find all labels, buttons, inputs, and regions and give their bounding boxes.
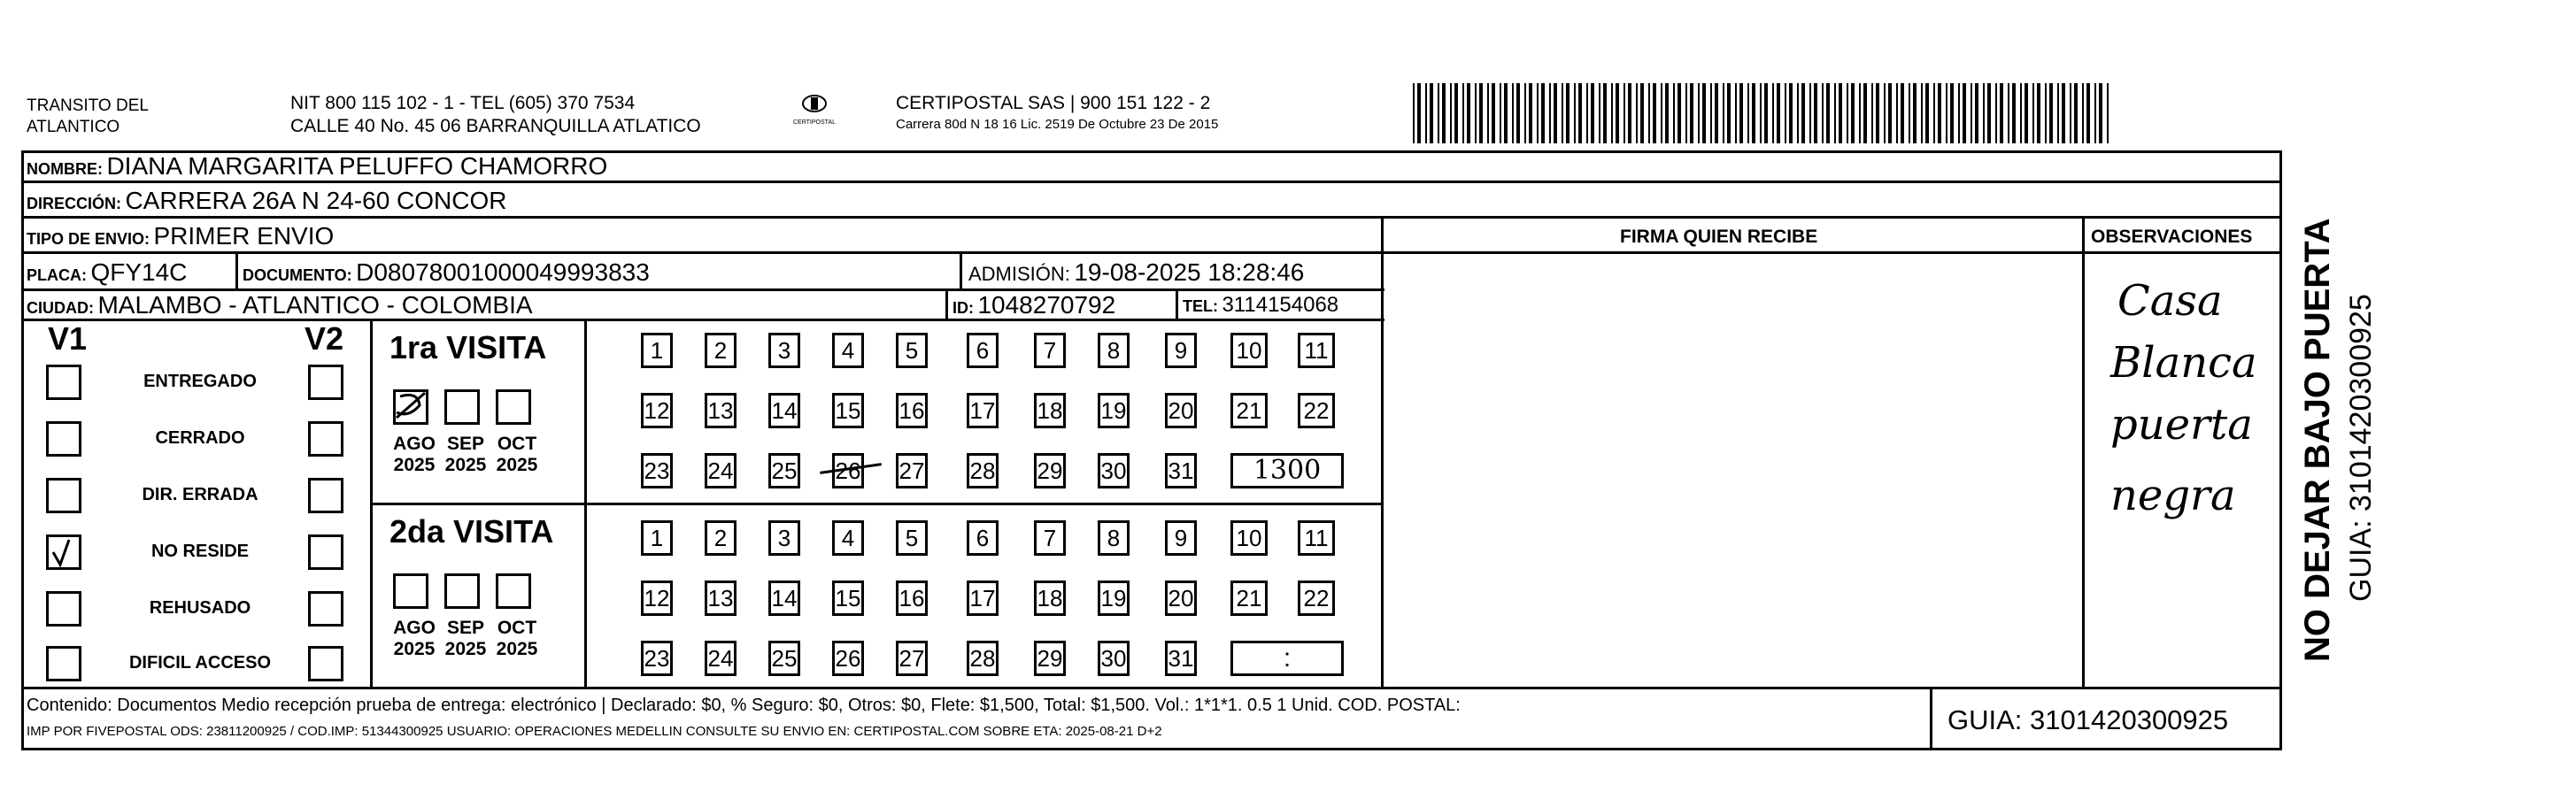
day-box[interactable]: 7 <box>1034 333 1066 368</box>
placa-label: PLACA: <box>27 266 87 284</box>
barcode-bar <box>1958 83 1960 143</box>
day-box[interactable]: 4 <box>832 333 864 368</box>
day-box[interactable]: 10 <box>1230 333 1268 368</box>
barcode-bar <box>1492 83 1495 143</box>
day-box[interactable]: 4 <box>832 520 864 556</box>
barcode-bar <box>1847 83 1848 143</box>
barcode-bar <box>1888 83 1892 143</box>
status-label: DIFICIL ACCESO <box>128 653 271 673</box>
barcode-bar <box>1628 83 1631 143</box>
day-box[interactable]: 22 <box>1298 581 1335 616</box>
barcode-bar <box>1876 83 1879 143</box>
barcode-bar <box>1723 83 1724 143</box>
day-box[interactable]: 16 <box>896 581 928 616</box>
barcode-bar <box>1871 83 1873 143</box>
day-box[interactable]: 6 <box>967 520 999 556</box>
barcode-bar <box>1933 83 1935 143</box>
mark-icon <box>391 388 430 423</box>
month-year: 2025 <box>444 639 487 659</box>
day-box[interactable]: 13 <box>705 393 737 428</box>
barcode-bar <box>1413 83 1415 143</box>
day-box[interactable]: 13 <box>705 581 737 616</box>
barcode-bar <box>1913 83 1917 143</box>
barcode-bar <box>1884 83 1886 143</box>
day-box[interactable]: 16 <box>896 393 928 428</box>
day-box[interactable]: 1 <box>641 333 673 368</box>
footer-guia: GUIA: 3101420300925 <box>1947 704 2229 735</box>
barcode-bar <box>2000 83 2003 143</box>
day-box[interactable]: 19 <box>1098 393 1130 428</box>
barcode-bar <box>1851 83 1855 143</box>
admision-field <box>968 258 1304 287</box>
handwritten-line-3: puerta <box>2110 400 2253 450</box>
barcode-bar <box>1578 83 1582 143</box>
barcode-bar <box>1760 83 1762 143</box>
month-label <box>490 618 544 660</box>
v2-heading: V2 <box>305 320 344 357</box>
barcode-bar <box>1677 83 1681 143</box>
day-box[interactable]: 11 <box>1298 333 1335 368</box>
barcode-bar <box>2070 83 2071 143</box>
barcode-bar <box>2037 83 2040 143</box>
barcode-bar <box>1859 83 1861 143</box>
barcode <box>1413 83 2112 143</box>
barcode-bar <box>1834 83 1836 143</box>
month-checkbox-sep[interactable] <box>444 389 480 425</box>
day-box[interactable]: 8 <box>1098 520 1130 556</box>
day-box[interactable]: 31 <box>1165 641 1197 676</box>
admision-value: 19-08-2025 18:28:46 <box>1074 258 1305 286</box>
day-box[interactable]: 2 <box>705 333 737 368</box>
barcode-bar <box>1995 83 1997 143</box>
barcode-bar <box>1549 83 1551 143</box>
barcode-bar <box>1797 83 1799 143</box>
barcode-bar <box>1987 83 1991 143</box>
day-box[interactable]: 30 <box>1098 641 1130 676</box>
day-box[interactable]: 6 <box>967 333 999 368</box>
barcode-bar <box>1739 83 1743 143</box>
month-checkbox-ago[interactable] <box>393 389 428 425</box>
day-box[interactable]: 21 <box>1230 393 1268 428</box>
ciudad-label: CIUDAD: <box>27 299 94 317</box>
status-label: NO RESIDE <box>150 542 250 561</box>
barcode-bar <box>1562 83 1563 143</box>
sender-contact <box>290 92 701 138</box>
nit-line: NIT 800 115 102 - 1 - TEL (605) 370 7534 <box>290 93 636 113</box>
barcode-bar <box>1814 83 1817 143</box>
handwritten-line-4: negra <box>2110 471 2236 520</box>
barcode-bar <box>1785 83 1786 143</box>
day-box[interactable]: 15 <box>832 581 864 616</box>
day-box[interactable]: 9 <box>1165 520 1197 556</box>
barcode-bar <box>1487 83 1489 143</box>
barcode-bar <box>1512 83 1514 143</box>
logo-text: CERTIPOSTAL <box>793 119 836 126</box>
first-visit-title: 1ra VISITA <box>389 329 547 365</box>
documento-field <box>243 258 650 287</box>
month-checkbox-ago[interactable] <box>393 573 428 609</box>
handwritten-line-2: Blanca <box>2110 338 2257 388</box>
barcode-bar <box>1636 83 1638 143</box>
barcode-bar <box>1809 83 1811 143</box>
barcode-bar <box>1752 83 1755 143</box>
day-box[interactable]: 26 <box>832 641 864 676</box>
month-checkbox-oct[interactable] <box>496 573 531 609</box>
month-name: AGO <box>393 618 436 638</box>
barcode-bar <box>2020 83 2022 143</box>
barcode-bar <box>1925 83 1929 143</box>
observaciones-label: OBSERVACIONES <box>2091 227 2253 247</box>
barcode-bar <box>1685 83 1687 143</box>
barcode-bar <box>1921 83 1923 143</box>
barcode-bar <box>1938 83 1941 143</box>
barcode-bar <box>1500 83 1501 143</box>
month-name: OCT <box>497 434 537 454</box>
day-box[interactable]: 28 <box>967 453 999 488</box>
barcode-bar <box>1715 83 1718 143</box>
barcode-bar <box>1541 83 1545 143</box>
day-box[interactable]: 15 <box>832 393 864 428</box>
barcode-bar <box>1454 83 1458 143</box>
side-guia: GUIA: 3101420300925 <box>2344 294 2378 602</box>
day-box[interactable]: 12 <box>641 393 673 428</box>
day-box[interactable]: 31 <box>1165 453 1197 488</box>
tipo-label: TIPO DE ENVIO: <box>27 230 150 248</box>
admision-label: ADMISIÓN: <box>968 263 1070 285</box>
barcode-bar <box>1698 83 1700 143</box>
day-box[interactable]: 14 <box>768 393 800 428</box>
logo-icon <box>801 92 828 115</box>
barcode-bar <box>1623 83 1625 143</box>
barcode-bar <box>1516 83 1520 143</box>
barcode-bar <box>1772 83 1774 143</box>
barcode-bar <box>2099 83 2102 143</box>
day-box[interactable]: 19 <box>1098 581 1130 616</box>
status-label: DIR. ERRADA <box>142 485 258 504</box>
barcode-bar <box>1442 83 1446 143</box>
company-logo <box>786 92 843 126</box>
month-checkbox-sep[interactable] <box>444 573 480 609</box>
nombre-field <box>27 152 607 181</box>
day-box[interactable]: 18 <box>1034 581 1066 616</box>
barcode-bar <box>2107 83 2109 143</box>
barcode-bar <box>1764 83 1768 143</box>
day-box[interactable]: 7 <box>1034 520 1066 556</box>
address-line: CALLE 40 No. 45 06 BARRANQUILLA ATLATICO <box>290 116 701 136</box>
side-warning: NO DEJAR BAJO PUERTA <box>2298 218 2337 662</box>
barcode-bar <box>1690 83 1693 143</box>
barcode-bar <box>1901 83 1904 143</box>
id-label: ID: <box>953 299 974 317</box>
barcode-bar <box>1789 83 1793 143</box>
month-label <box>388 434 441 476</box>
barcode-bar <box>1529 83 1532 143</box>
barcode-bar <box>1462 83 1464 143</box>
barcode-bar <box>1946 83 1947 143</box>
day-box[interactable]: 23 <box>641 453 673 488</box>
day-box[interactable]: 27 <box>896 641 928 676</box>
day-box[interactable]: 27 <box>896 453 928 488</box>
barcode-bar <box>1586 83 1588 143</box>
placa-value: QFY14C <box>90 258 188 286</box>
barcode-bar <box>1591 83 1594 143</box>
barcode-bar <box>1640 83 1644 143</box>
status-label: ENTREGADO <box>143 372 257 391</box>
firma-label: FIRMA QUIEN RECIBE <box>1620 227 1818 247</box>
direccion-value: CARRERA 26A N 24-60 CONCOR <box>125 187 507 214</box>
barcode-bar <box>1826 83 1830 143</box>
id-field <box>953 291 1115 319</box>
barcode-bar <box>1616 83 1619 143</box>
barcode-bar <box>1727 83 1731 143</box>
tipo-value: PRIMER ENVIO <box>153 222 335 250</box>
day-box[interactable]: 12 <box>641 581 673 616</box>
day-box[interactable]: 11 <box>1298 520 1335 556</box>
barcode-bar <box>1747 83 1749 143</box>
barcode-bar <box>1599 83 1600 143</box>
day-box[interactable]: 23 <box>641 641 673 676</box>
barcode-bar <box>1537 83 1539 143</box>
barcode-bar <box>2025 83 2028 143</box>
tel-label: TEL: <box>1183 297 1218 315</box>
day-box[interactable]: 3 <box>768 520 800 556</box>
license-line: Carrera 80d N 18 16 Lic. 2519 De Octubre 23 De 2015 <box>896 117 1219 132</box>
barcode-bar <box>1950 83 1954 143</box>
direccion-label: DIRECCIÓN: <box>27 195 121 212</box>
day-box[interactable]: 14 <box>768 581 800 616</box>
barcode-bar <box>1475 83 1477 143</box>
tipo-envio-field <box>27 222 334 250</box>
day-box[interactable]: 1 <box>641 520 673 556</box>
barcode-bar <box>1777 83 1780 143</box>
month-name: SEP <box>446 618 485 638</box>
barcode-bar <box>1450 83 1452 143</box>
barcode-bar <box>2032 83 2034 143</box>
v1-checkbox[interactable] <box>46 478 81 513</box>
day-box[interactable]: 20 <box>1165 581 1197 616</box>
barcode-bar <box>2082 83 2084 143</box>
barcode-bar <box>1425 83 1427 143</box>
day-box[interactable]: 5 <box>896 333 928 368</box>
barcode-bar <box>1822 83 1824 143</box>
barcode-bar <box>1566 83 1570 143</box>
v1-checkbox[interactable] <box>46 646 81 681</box>
barcode-bar <box>2074 83 2078 143</box>
checkmark-icon <box>46 534 81 570</box>
barcode-bar <box>1504 83 1508 143</box>
barcode-bar <box>1417 83 1421 143</box>
day-box[interactable]: 8 <box>1098 333 1130 368</box>
barcode-bar <box>1467 83 1470 143</box>
day-box[interactable]: 21 <box>1230 581 1268 616</box>
barcode-bar <box>2062 83 2065 143</box>
day-box[interactable]: 17 <box>967 393 999 428</box>
barcode-bar <box>1710 83 1712 143</box>
barcode-bar <box>1648 83 1650 143</box>
imp-line: IMP POR FIVEPOSTAL ODS: 23811200925 / COD.IMP: 51344300925 USUARIO: OPERACIONES MEDELLIN CONSULTE SU ENVIO EN: CERTIPOSTAL.COM SOBRE ETA: 2025-08-21 D+2 <box>27 724 1162 739</box>
barcode-bar <box>1801 83 1805 143</box>
barcode-bar <box>1983 83 1985 143</box>
barcode-bar <box>1975 83 1978 143</box>
barcode-bar <box>1863 83 1867 143</box>
day-box[interactable]: 20 <box>1165 393 1197 428</box>
barcode-bar <box>1554 83 1557 143</box>
barcode-bar <box>1603 83 1607 143</box>
day-box[interactable]: 26 <box>832 453 864 488</box>
status-label: CERRADO <box>155 428 245 448</box>
time-box[interactable]: 1300 <box>1230 453 1344 488</box>
barcode-bar <box>2057 83 2059 143</box>
barcode-bar <box>2086 83 2090 143</box>
month-year: 2025 <box>496 455 538 475</box>
barcode-bar <box>1971 83 1972 143</box>
day-box[interactable]: 24 <box>705 453 737 488</box>
day-box[interactable]: 17 <box>967 581 999 616</box>
month-label <box>439 434 492 476</box>
month-name: SEP <box>446 434 485 454</box>
day-box[interactable]: 3 <box>768 333 800 368</box>
month-year: 2025 <box>496 639 538 659</box>
company-info <box>896 92 1218 135</box>
barcode-bar <box>1735 83 1737 143</box>
sender-name <box>27 96 149 138</box>
month-checkbox-oct[interactable] <box>496 389 531 425</box>
month-year: 2025 <box>444 455 487 475</box>
barcode-bar <box>1438 83 1439 143</box>
month-year: 2025 <box>393 455 436 475</box>
v1-heading: V1 <box>48 320 88 357</box>
time-box[interactable]: : <box>1230 641 1344 676</box>
barcode-bar <box>1661 83 1662 143</box>
barcode-bar <box>1479 83 1483 143</box>
month-name: AGO <box>393 434 436 454</box>
day-box[interactable]: 29 <box>1034 641 1066 676</box>
tel-value: 3114154068 <box>1222 293 1339 317</box>
barcode-bar <box>2094 83 2096 143</box>
status-label: REHUSADO <box>149 598 251 618</box>
day-box[interactable]: 5 <box>896 520 928 556</box>
barcode-bar <box>1963 83 1966 143</box>
v1-checkbox[interactable] <box>46 421 81 457</box>
day-box[interactable]: 22 <box>1298 393 1335 428</box>
barcode-bar <box>1665 83 1669 143</box>
company-line: CERTIPOSTAL SAS | 900 151 122 - 2 <box>896 93 1211 113</box>
barcode-bar <box>1611 83 1613 143</box>
ciudad-field <box>27 291 533 319</box>
barcode-bar <box>2012 83 2016 143</box>
nombre-value: DIANA MARGARITA PELUFFO CHAMORRO <box>106 152 608 180</box>
barcode-bar <box>2045 83 2047 143</box>
second-visit-title: 2da VISITA <box>389 513 554 550</box>
month-label <box>439 618 492 660</box>
day-box[interactable]: 30 <box>1098 453 1130 488</box>
documento-value: D08078001000049993833 <box>356 258 650 286</box>
barcode-bar <box>2049 83 2053 143</box>
id-value: 1048270792 <box>977 291 1116 319</box>
day-box[interactable]: 18 <box>1034 393 1066 428</box>
day-box[interactable]: 25 <box>768 453 800 488</box>
day-box[interactable]: 24 <box>705 641 737 676</box>
documento-label: DOCUMENTO: <box>243 266 352 284</box>
contenido-line: Contenido: Documentos Medio recepción prueba de entrega: electrónico | Declarado: $0, % Seguro: $0, Otros: $0, Flete: $1,500, Total: $1,500. Vol.: 1*1*1. 0.5 1 Unid. COD. POSTAL: <box>27 696 1461 715</box>
direccion-field <box>27 187 507 215</box>
handwritten-line-1: Casa <box>2117 276 2223 326</box>
placa-field <box>27 258 187 287</box>
barcode-bar <box>1430 83 1433 143</box>
tel-field <box>1183 293 1338 318</box>
day-box[interactable]: 2 <box>705 520 737 556</box>
barcode-bar <box>1524 83 1526 143</box>
barcode-bar <box>1702 83 1706 143</box>
day-box[interactable]: 9 <box>1165 333 1197 368</box>
day-box[interactable]: 28 <box>967 641 999 676</box>
barcode-bar <box>1653 83 1656 143</box>
form-frame <box>21 150 2282 750</box>
sender-line-1: TRANSITO DEL <box>27 96 149 115</box>
v1-checkbox[interactable] <box>46 534 81 570</box>
month-label <box>388 618 441 660</box>
nombre-label: NOMBRE: <box>27 160 103 178</box>
barcode-bar <box>2008 83 2009 143</box>
month-name: OCT <box>497 618 537 638</box>
barcode-bar <box>1896 83 1898 143</box>
barcode-bar <box>1839 83 1842 143</box>
barcode-bar <box>1909 83 1910 143</box>
v1-checkbox[interactable] <box>46 365 81 400</box>
barcode-bar <box>1673 83 1675 143</box>
barcode-bar <box>1574 83 1576 143</box>
month-label <box>490 434 544 476</box>
sender-line-2: ATLANTICO <box>27 118 120 136</box>
day-box[interactable]: 10 <box>1230 520 1268 556</box>
ciudad-value: MALAMBO - ATLANTICO - COLOMBIA <box>97 291 533 319</box>
month-year: 2025 <box>393 639 436 659</box>
v1-checkbox[interactable] <box>46 591 81 627</box>
day-box[interactable]: 29 <box>1034 453 1066 488</box>
day-box[interactable]: 25 <box>768 641 800 676</box>
